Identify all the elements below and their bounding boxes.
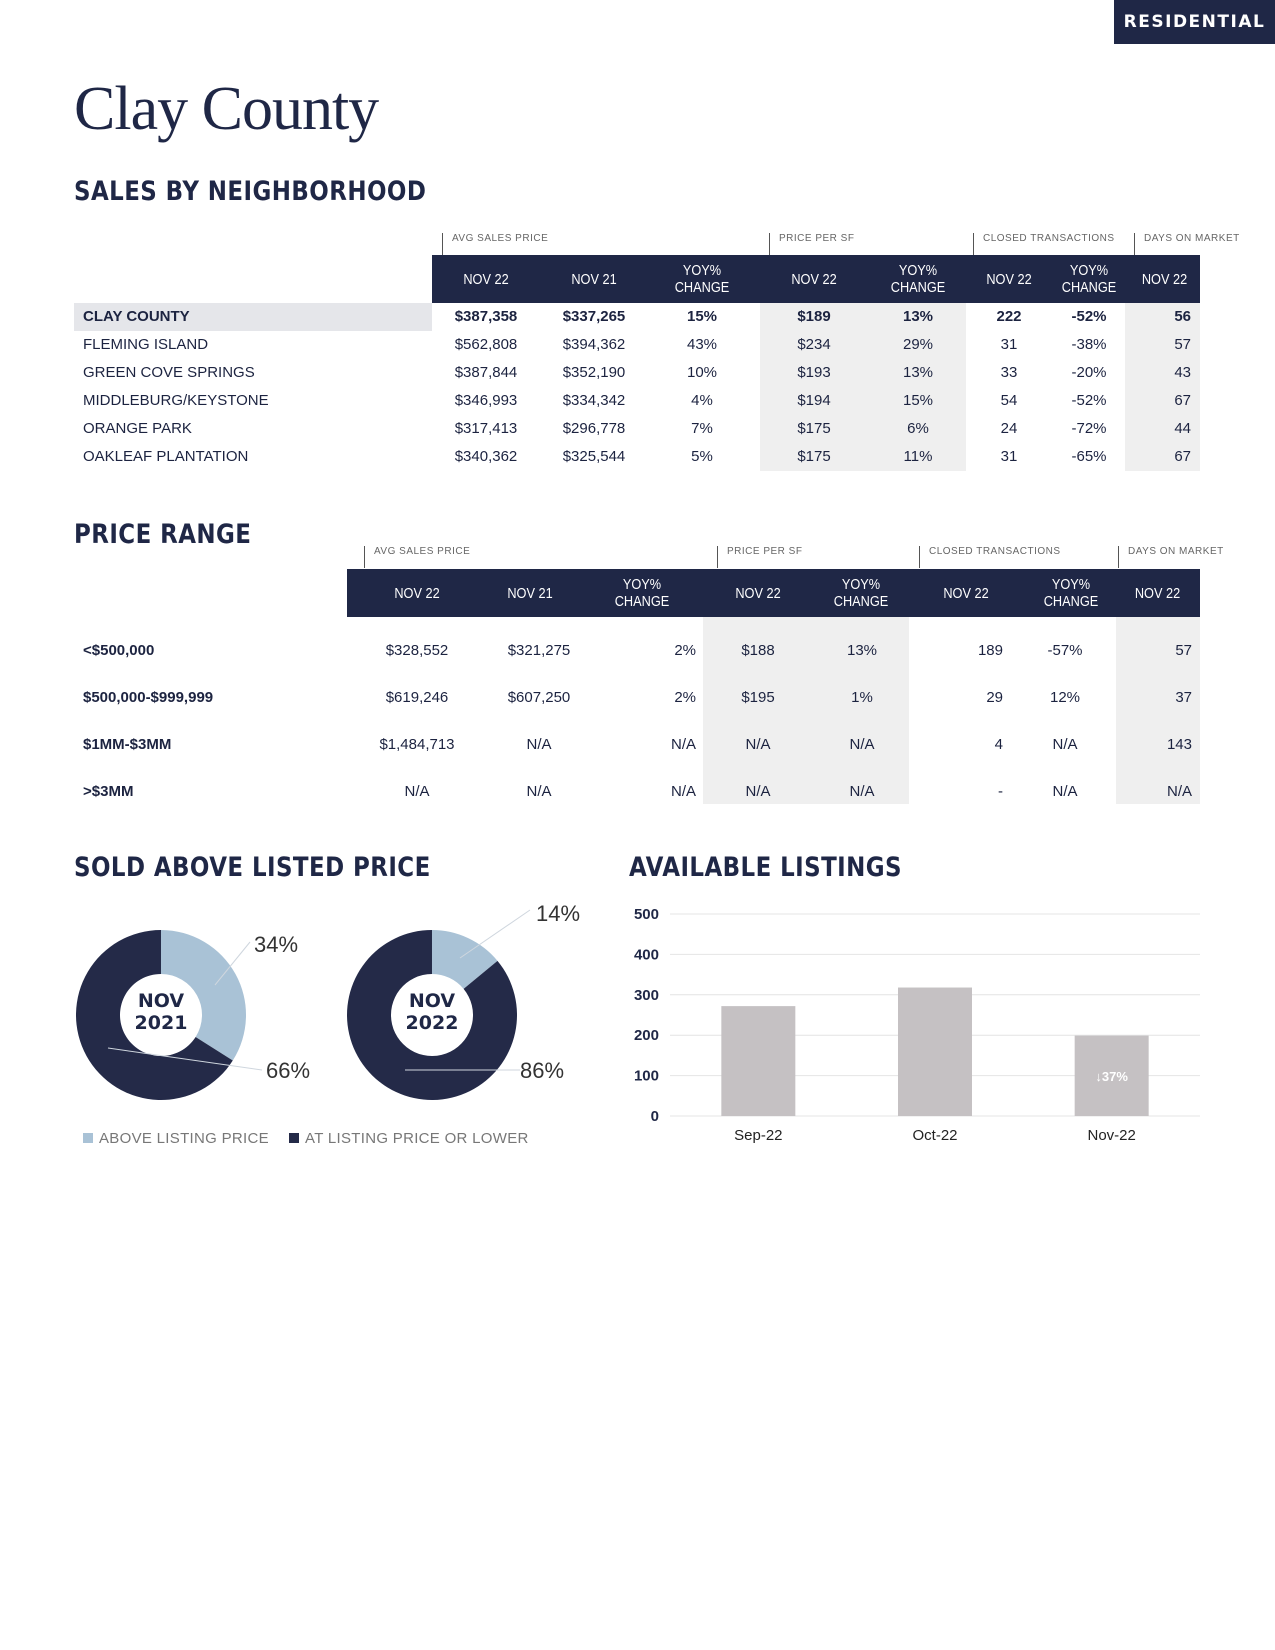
sales-cell: -72%: [1071, 420, 1107, 437]
donut-2022-label: [382, 990, 482, 1034]
price-cell: N/A: [526, 783, 552, 800]
legend-above: [83, 1130, 269, 1147]
sales-col-dom-nov22: NOV 22: [1141, 270, 1188, 288]
sales-row: [0, 359, 1275, 387]
sales-cell: $346,993: [454, 392, 518, 409]
price-row: [0, 768, 1275, 815]
price-cell: 1%: [851, 689, 873, 706]
sales-cell: $175: [797, 420, 831, 437]
sales-cell: $193: [797, 364, 831, 381]
sales-col-psf-nov22: NOV 22: [791, 270, 837, 288]
price-table-header: [347, 569, 1200, 617]
sales-cell: 31: [1000, 448, 1018, 465]
price-cell: 13%: [846, 642, 878, 659]
sales-row: [0, 331, 1275, 359]
donut-2022-label-line1: NOV: [408, 990, 456, 1012]
sales-col-nov21: NOV 21: [571, 270, 617, 288]
price-cell: N/A: [404, 783, 430, 800]
price-col-dom-nov22: NOV 22: [1134, 584, 1181, 602]
donut-2021-at-pct: 66%: [266, 1058, 311, 1083]
price-cell: $188: [741, 642, 775, 659]
price-cell: 37: [1175, 689, 1192, 706]
sales-heading: SALES BY NEIGHBORHOOD: [74, 176, 427, 207]
page-title: Clay County: [74, 75, 379, 143]
price-cell: N/A: [745, 783, 771, 800]
legend-above-label: ABOVE LISTING PRICE: [99, 1130, 269, 1147]
sales-cell: $317,413: [454, 420, 518, 437]
sales-cell: $562,808: [454, 336, 518, 353]
x-tick-label: Sep-22: [734, 1127, 783, 1144]
sold-heading: SOLD ABOVE LISTED PRICE: [74, 852, 431, 883]
price-row-name: <$500,000: [83, 642, 155, 659]
donut-2022-above-pct: 14%: [536, 901, 581, 926]
y-tick-label: 400: [633, 946, 659, 964]
sales-cell: $334,342: [562, 392, 626, 409]
sales-row-name: CLAY COUNTY: [83, 308, 190, 325]
sales-row: [0, 415, 1275, 443]
sales-table-header: [432, 255, 1200, 303]
sales-col-psf-yoy: YOY% CHANGE: [890, 262, 946, 296]
sales-cell: $234: [797, 336, 831, 353]
sales-cell: $387,358: [454, 308, 518, 325]
sales-col-closed-yoy: YOY% CHANGE: [1061, 262, 1117, 296]
sales-row-name: GREEN COVE SPRINGS: [83, 364, 255, 381]
price-cell: N/A: [1166, 783, 1192, 800]
price-col-nov21: NOV 21: [507, 584, 553, 602]
price-group-closed: CLOSED TRANSACTIONS: [919, 546, 1061, 568]
sales-row-name: MIDDLEBURG/KEYSTONE: [83, 392, 269, 409]
sales-cell: $337,265: [562, 308, 626, 325]
sales-row: [0, 443, 1275, 471]
sales-cell: 11%: [903, 448, 933, 465]
y-tick-label: 200: [633, 1027, 659, 1045]
price-row-name: >$3MM: [83, 783, 134, 800]
price-cell: N/A: [526, 736, 552, 753]
legend-above-swatch: [83, 1133, 93, 1143]
sales-group-price-sf: PRICE PER SF: [769, 233, 854, 255]
price-col-closed-yoy: YOY% CHANGE: [1043, 576, 1099, 610]
x-tick-label: Nov-22: [1087, 1127, 1136, 1144]
price-col-psf-nov22: NOV 22: [735, 584, 781, 602]
bar-annotation: ↓37%: [1095, 1068, 1128, 1084]
sales-row: [0, 387, 1275, 415]
sales-cell: 4%: [691, 392, 713, 409]
x-tick-label: Oct-22: [912, 1127, 958, 1144]
price-group-avg-price: AVG SALES PRICE: [364, 546, 470, 568]
price-cell: $619,246: [385, 689, 449, 706]
price-group-dom: DAYS ON MARKET: [1118, 546, 1224, 568]
price-cell: $607,250: [507, 689, 571, 706]
price-cell: 57: [1175, 642, 1192, 659]
price-cell: 189: [977, 642, 1003, 659]
sales-cell: 222: [996, 308, 1022, 325]
sales-cell: 7%: [691, 420, 713, 437]
price-cell: 4: [994, 736, 1003, 753]
sales-cell: $325,544: [562, 448, 626, 465]
bar-sep-22: [721, 1006, 795, 1116]
sales-col-closed-nov22: NOV 22: [986, 270, 1032, 288]
sales-cell: $175: [797, 448, 831, 465]
sales-row-name: FLEMING ISLAND: [83, 336, 209, 353]
price-cell: -57%: [1047, 642, 1083, 659]
sales-cell: 24: [1000, 420, 1018, 437]
price-col-nov22: NOV 22: [394, 584, 440, 602]
sales-cell: 56: [1174, 308, 1191, 325]
bar-oct-22: [898, 988, 972, 1116]
y-tick-label: 0: [650, 1108, 659, 1125]
residential-badge: RESIDENTIAL: [1114, 0, 1275, 44]
price-cell: N/A: [670, 783, 696, 800]
legend-at-swatch: [289, 1133, 299, 1143]
legend-at: [289, 1130, 529, 1147]
price-heading: PRICE RANGE: [74, 519, 252, 550]
sales-cell: 15%: [902, 392, 934, 409]
sales-cell: 67: [1174, 448, 1191, 465]
sales-cell: -52%: [1071, 308, 1107, 325]
price-cell: N/A: [849, 736, 875, 753]
sales-col-nov22: NOV 22: [463, 270, 509, 288]
price-cell: N/A: [849, 783, 875, 800]
price-group-price-sf: PRICE PER SF: [717, 546, 802, 568]
sales-col-yoy: YOY% CHANGE: [674, 262, 730, 296]
legend-at-label: AT LISTING PRICE OR LOWER: [305, 1130, 529, 1147]
price-row-name: $1MM-$3MM: [83, 736, 172, 753]
price-cell: 2%: [674, 642, 696, 659]
donut-2022-label-line2: 2022: [405, 1012, 459, 1034]
donut-leader-line: [460, 910, 530, 958]
sales-cell: 54: [1000, 392, 1018, 409]
price-cell: -: [998, 783, 1003, 800]
sales-cell: $394,362: [562, 336, 626, 353]
price-cell: N/A: [1052, 736, 1078, 753]
price-cell: 2%: [674, 689, 696, 706]
sales-cell: 31: [1000, 336, 1018, 353]
sales-cell: $352,190: [562, 364, 626, 381]
sales-group-dom: DAYS ON MARKET: [1134, 233, 1240, 255]
price-cell: N/A: [670, 736, 696, 753]
sales-cell: 44: [1174, 420, 1191, 437]
price-row-name: $500,000-$999,999: [83, 689, 214, 706]
sales-row-name: OAKLEAF PLANTATION: [83, 448, 249, 465]
sold-donut-charts: [0, 880, 600, 1120]
sales-cell: 43: [1174, 364, 1191, 381]
sales-cell: $194: [797, 392, 831, 409]
sales-cell: 15%: [686, 308, 718, 325]
donut-2021-label: [111, 990, 211, 1034]
sales-cell: $296,778: [562, 420, 626, 437]
price-col-closed-nov22: NOV 22: [943, 584, 989, 602]
sales-cell: -52%: [1071, 392, 1107, 409]
sales-cell: -65%: [1071, 448, 1107, 465]
price-col-psf-yoy: YOY% CHANGE: [833, 576, 889, 610]
y-tick-label: 500: [633, 906, 659, 923]
sales-cell: 29%: [902, 336, 934, 353]
donut-2021-label-line2: 2021: [134, 1012, 188, 1034]
price-cell: N/A: [1052, 783, 1078, 800]
sales-cell: $189: [797, 308, 831, 325]
y-tick-label: 100: [633, 1067, 659, 1085]
sales-cell: -20%: [1071, 364, 1107, 381]
sales-cell: 33: [1000, 364, 1018, 381]
sales-cell: 10%: [686, 364, 718, 381]
donut-2021-above-pct: 34%: [254, 932, 299, 957]
sales-group-avg-price: AVG SALES PRICE: [442, 233, 548, 255]
sales-row-name: ORANGE PARK: [83, 420, 192, 437]
price-cell: $1,484,713: [379, 736, 455, 753]
sales-cell: 43%: [686, 336, 718, 353]
sales-row: [0, 303, 1275, 331]
price-cell: $321,275: [507, 642, 571, 659]
sales-cell: 67: [1174, 392, 1191, 409]
donut-2022-at-pct: 86%: [520, 1058, 565, 1083]
price-cell: 12%: [1049, 689, 1081, 706]
price-col-yoy: YOY% CHANGE: [614, 576, 670, 610]
sales-cell: 57: [1174, 336, 1191, 353]
price-cell: $328,552: [385, 642, 449, 659]
donut-2021-label-line1: NOV: [137, 990, 185, 1012]
sales-cell: $340,362: [454, 448, 518, 465]
sales-cell: 13%: [902, 364, 934, 381]
available-listings-chart: [610, 890, 1210, 1150]
sales-cell: 5%: [691, 448, 713, 465]
sales-cell: 6%: [907, 420, 929, 437]
price-cell: 29: [986, 689, 1003, 706]
sales-cell: $387,844: [454, 364, 518, 381]
price-cell: 143: [1166, 736, 1192, 753]
price-row: [0, 674, 1275, 721]
listings-heading: AVAILABLE LISTINGS: [629, 852, 902, 883]
price-cell: N/A: [745, 736, 771, 753]
price-cell: $195: [741, 689, 775, 706]
price-row: [0, 721, 1275, 768]
sales-group-closed: CLOSED TRANSACTIONS: [973, 233, 1115, 255]
sales-cell: 13%: [902, 308, 934, 325]
price-row: [0, 627, 1275, 674]
sales-cell: -38%: [1071, 336, 1107, 353]
y-tick-label: 300: [633, 986, 659, 1004]
